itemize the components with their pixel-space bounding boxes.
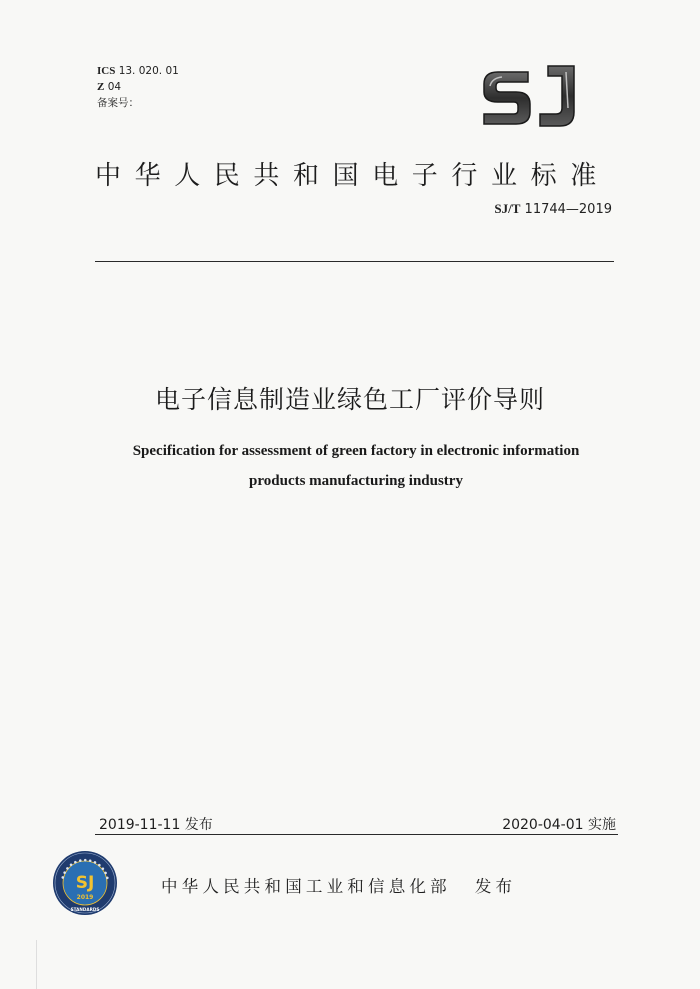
ics-value: 13. 020. 01 [118, 65, 179, 77]
header-divider [95, 261, 614, 262]
seal-ring-text: STANDARDS [70, 907, 100, 912]
issue-date: 2019-11-11 发布 [99, 817, 213, 833]
ics-label: ICS [97, 65, 116, 77]
document-title-english [0, 436, 700, 496]
ccs-label: Z [97, 81, 105, 93]
sj-logo [478, 62, 580, 132]
footer-divider [95, 834, 618, 835]
issuer-name: 中华人民共和国工业和信息化部 [161, 877, 451, 896]
seal-year: 2019 [76, 894, 94, 901]
classification-block [97, 63, 179, 111]
svg-text:● ● ● ● ● ● ● ● ● ● ● ● ●: ● ● ● ● ● ● ● ● ● ● ● ● ● [60, 857, 110, 881]
standard-code: 11744—2019 [524, 202, 612, 217]
seal-letters: SJ [75, 873, 95, 893]
industry-standard-title: 中华人民共和国电子行业标准 [95, 161, 610, 191]
ccs-code [97, 79, 179, 95]
standard-prefix: SJ/T [494, 201, 521, 216]
english-title-line-2: products manufacturing industry [249, 473, 463, 489]
issuing-authority [161, 873, 516, 897]
standards-seal [52, 850, 118, 916]
issuer-action: 发布 [474, 877, 517, 896]
implementation-date: 2020-04-01 实施 [502, 817, 616, 833]
scan-edge-line [36, 940, 37, 989]
ics-code [97, 63, 179, 79]
standard-number [494, 201, 612, 217]
document-title-chinese: 电子信息制造业绿色工厂评价导则 [154, 385, 545, 414]
ccs-value: 04 [107, 81, 122, 93]
english-title-line-1: Specification for assessment of green factory in electronic information [132, 443, 580, 459]
record-number: 备案号： [97, 97, 139, 109]
